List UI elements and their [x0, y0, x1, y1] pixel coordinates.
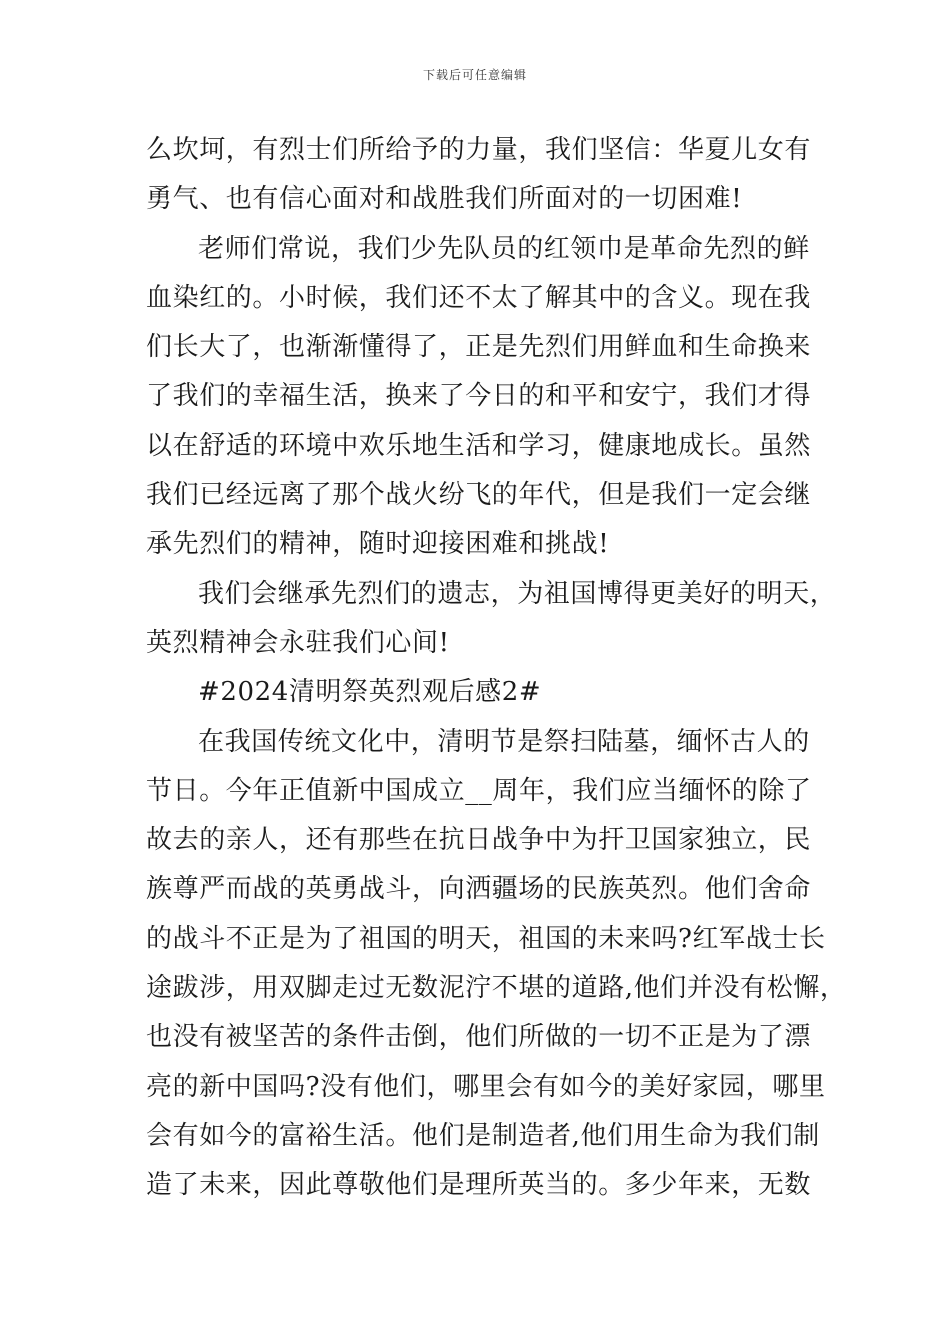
text-line: 我们会继承先烈们的遗志，为祖国博得更美好的明天，	[198, 578, 837, 609]
text-line: 节日。今年正值新中国成立__周年，我们应当缅怀的除了	[146, 775, 812, 806]
text-line: 的战斗不正是为了祖国的明天，祖国的未来吗?红军战士长	[146, 923, 826, 954]
text-line: 造了未来，因此尊敬他们是理所英当的。多少年来，无数	[146, 1170, 812, 1201]
text-line: 族尊严而战的英勇战斗，向洒疆场的民族英烈。他们舍命	[146, 874, 812, 905]
section-heading	[146, 668, 806, 717]
text-line: 故去的亲人，还有那些在抗日战争中为扞卫国家独立，民	[146, 825, 812, 856]
heading-line: #2024清明祭英烈观后感2#	[198, 677, 542, 708]
text-line: 会有如今的富裕生活。他们是制造者,他们用生命为我们制	[146, 1120, 820, 1151]
text-line: 血染红的。小时候，我们还不太了解其中的含义。现在我	[146, 282, 812, 313]
text-line: 我们已经远离了那个战火纷飞的年代，但是我们一定会继	[146, 480, 812, 511]
paragraph	[146, 225, 812, 570]
text-line: 承先烈们的精神，随时迎接困难和挑战!	[146, 529, 610, 560]
document-body	[146, 126, 847, 1211]
page-header: 下载后可任意编辑	[422, 68, 527, 82]
paragraph	[146, 570, 837, 669]
text-line: 们长大了，也渐渐懂得了，正是先烈们用鲜血和生命换来	[146, 332, 812, 363]
paragraph	[146, 126, 812, 225]
text-line: 途跋涉，用双脚走过无数泥泞不堪的道路,他们并没有松懈，	[146, 973, 847, 1004]
paragraph	[146, 718, 847, 1211]
text-line: 老师们常说，我们少先队员的红领巾是革命先烈的鲜	[198, 233, 810, 264]
text-line: 了我们的幸福生活，换来了今日的和平和安宁，我们才得	[146, 381, 812, 412]
text-line: 亮的新中国吗?没有他们，哪里会有如今的美好家园，哪里	[146, 1071, 826, 1102]
text-line: 也没有被坚苦的条件击倒，他们所做的一切不正是为了漂	[146, 1022, 812, 1053]
text-line: 勇气、也有信心面对和战胜我们所面对的一切困难!	[146, 184, 743, 215]
text-line: 在我国传统文化中，清明节是祭扫陆墓，缅怀古人的	[198, 726, 810, 757]
text-line: 以在舒适的环境中欢乐地生活和学习，健康地成长。虽然	[146, 430, 812, 461]
text-line: 么坎坷，有烈士们所给予的力量，我们坚信：华夏儿女有	[146, 135, 812, 165]
text-line: 英烈精神会永驻我们心间!	[146, 627, 450, 658]
